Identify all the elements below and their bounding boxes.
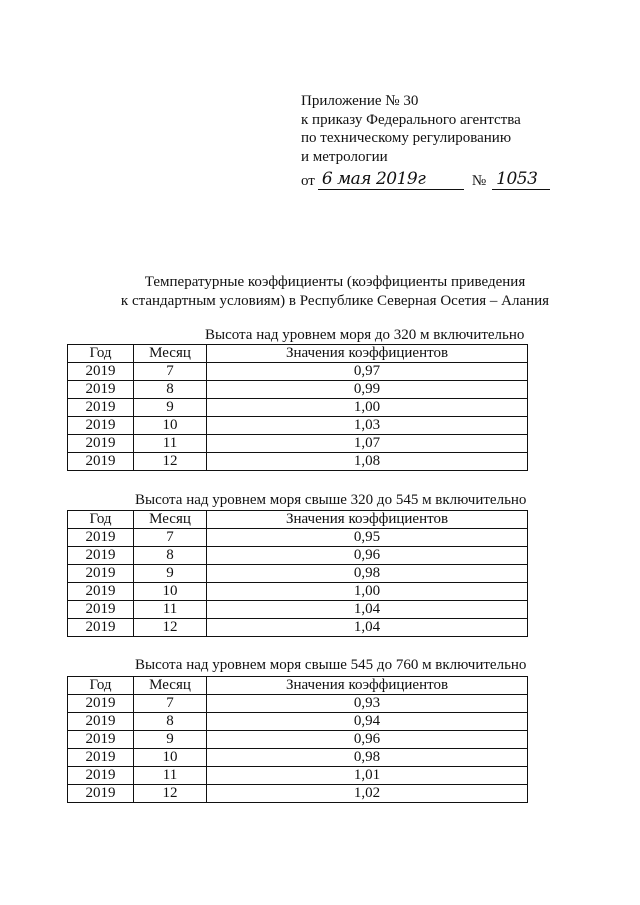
table-row bbox=[68, 713, 528, 731]
table-row bbox=[68, 529, 528, 547]
year-cell: 2019 bbox=[68, 565, 134, 583]
month-cell: 10 bbox=[134, 749, 207, 767]
value-cell: 1,08 bbox=[207, 453, 528, 471]
table-row bbox=[68, 785, 528, 803]
year-cell: 2019 bbox=[68, 529, 134, 547]
month-cell: 8 bbox=[134, 547, 207, 565]
metrology-line: и метрологии bbox=[301, 148, 388, 165]
column-header-month: Месяц bbox=[134, 345, 207, 363]
year-cell: 2019 bbox=[68, 399, 134, 417]
table-row bbox=[68, 363, 528, 381]
table-row bbox=[68, 583, 528, 601]
month-cell: 10 bbox=[134, 583, 207, 601]
order-reference-line: к приказу Федерального агентства bbox=[301, 111, 521, 128]
value-cell: 1,07 bbox=[207, 435, 528, 453]
value-cell: 1,01 bbox=[207, 767, 528, 785]
column-header-value: Значения коэффициентов bbox=[207, 511, 528, 529]
table-header-row bbox=[68, 511, 528, 529]
value-cell: 0,96 bbox=[207, 547, 528, 565]
column-header-month: Месяц bbox=[134, 511, 207, 529]
table-row bbox=[68, 453, 528, 471]
section-caption-2: Высота над уровнем моря свыше 320 до 545 м включительно bbox=[135, 492, 527, 508]
table-row bbox=[68, 767, 528, 785]
title-line-2: к стандартным условиям) в Республике Северная Осетия – Алания bbox=[120, 292, 550, 309]
year-cell: 2019 bbox=[68, 435, 134, 453]
title-line-1: Температурные коэффициенты (коэффициенты приведения bbox=[144, 274, 526, 290]
section-caption-1: Высота над уровнем моря до 320 м включительно bbox=[205, 327, 525, 343]
month-cell: 7 bbox=[134, 529, 207, 547]
column-header-year: Год bbox=[68, 511, 134, 529]
month-cell: 11 bbox=[134, 601, 207, 619]
value-cell: 0,97 bbox=[207, 363, 528, 381]
month-cell: 11 bbox=[134, 435, 207, 453]
year-cell: 2019 bbox=[68, 363, 134, 381]
year-cell: 2019 bbox=[68, 749, 134, 767]
appendix-header bbox=[301, 92, 550, 190]
column-header-month: Месяц bbox=[134, 677, 207, 695]
table-row bbox=[68, 565, 528, 583]
value-cell: 1,04 bbox=[207, 619, 528, 637]
table-row bbox=[68, 417, 528, 435]
year-cell: 2019 bbox=[68, 731, 134, 749]
column-header-value: Значения коэффициентов bbox=[207, 345, 528, 363]
table-row bbox=[68, 619, 528, 637]
appendix-number: Приложение № 30 bbox=[301, 93, 419, 109]
table-row bbox=[68, 547, 528, 565]
table-row bbox=[68, 381, 528, 399]
from-label: от bbox=[301, 172, 315, 189]
column-header-value: Значения коэффициентов bbox=[207, 677, 528, 695]
value-cell: 1,02 bbox=[207, 785, 528, 803]
year-cell: 2019 bbox=[68, 695, 134, 713]
value-cell: 1,00 bbox=[207, 583, 528, 601]
month-cell: 8 bbox=[134, 713, 207, 731]
month-cell: 11 bbox=[134, 767, 207, 785]
order-number-field bbox=[492, 168, 550, 190]
table-row bbox=[68, 731, 528, 749]
order-date-field bbox=[318, 168, 464, 190]
number-label: № bbox=[471, 172, 487, 189]
table-row bbox=[68, 749, 528, 767]
value-cell: 1,04 bbox=[207, 601, 528, 619]
year-cell: 2019 bbox=[68, 417, 134, 435]
month-cell: 9 bbox=[134, 731, 207, 749]
month-cell: 9 bbox=[134, 565, 207, 583]
year-cell: 2019 bbox=[68, 767, 134, 785]
document-title bbox=[0, 273, 640, 310]
column-header-year: Год bbox=[68, 677, 134, 695]
value-cell: 1,03 bbox=[207, 417, 528, 435]
month-cell: 7 bbox=[134, 695, 207, 713]
table-row bbox=[68, 695, 528, 713]
column-header-year: Год bbox=[68, 345, 134, 363]
value-cell: 0,94 bbox=[207, 713, 528, 731]
table-row bbox=[68, 601, 528, 619]
table-header-row bbox=[68, 677, 528, 695]
value-cell: 0,98 bbox=[207, 749, 528, 767]
coefficients-table-3 bbox=[67, 676, 528, 803]
handwritten-date: 6 мая 2019г bbox=[321, 168, 426, 189]
month-cell: 7 bbox=[134, 363, 207, 381]
table-row bbox=[68, 435, 528, 453]
value-cell: 0,98 bbox=[207, 565, 528, 583]
year-cell: 2019 bbox=[68, 713, 134, 731]
value-cell: 1,00 bbox=[207, 399, 528, 417]
year-cell: 2019 bbox=[68, 785, 134, 803]
coefficients-table-1 bbox=[67, 344, 528, 471]
value-cell: 0,96 bbox=[207, 731, 528, 749]
value-cell: 0,93 bbox=[207, 695, 528, 713]
agency-line: по техническому регулированию bbox=[301, 130, 512, 146]
year-cell: 2019 bbox=[68, 583, 134, 601]
section-caption-3: Высота над уровнем моря свыше 545 до 760 м включительно bbox=[135, 657, 527, 673]
value-cell: 0,99 bbox=[207, 381, 528, 399]
table-row bbox=[68, 399, 528, 417]
table-header-row bbox=[68, 345, 528, 363]
month-cell: 12 bbox=[134, 453, 207, 471]
value-cell: 0,95 bbox=[207, 529, 528, 547]
year-cell: 2019 bbox=[68, 547, 134, 565]
year-cell: 2019 bbox=[68, 601, 134, 619]
year-cell: 2019 bbox=[68, 453, 134, 471]
order-date-number-line bbox=[301, 168, 550, 190]
year-cell: 2019 bbox=[68, 619, 134, 637]
month-cell: 10 bbox=[134, 417, 207, 435]
month-cell: 12 bbox=[134, 785, 207, 803]
month-cell: 8 bbox=[134, 381, 207, 399]
month-cell: 12 bbox=[134, 619, 207, 637]
coefficients-table-2 bbox=[67, 510, 528, 637]
handwritten-number: 1053 bbox=[496, 168, 538, 189]
year-cell: 2019 bbox=[68, 381, 134, 399]
month-cell: 9 bbox=[134, 399, 207, 417]
